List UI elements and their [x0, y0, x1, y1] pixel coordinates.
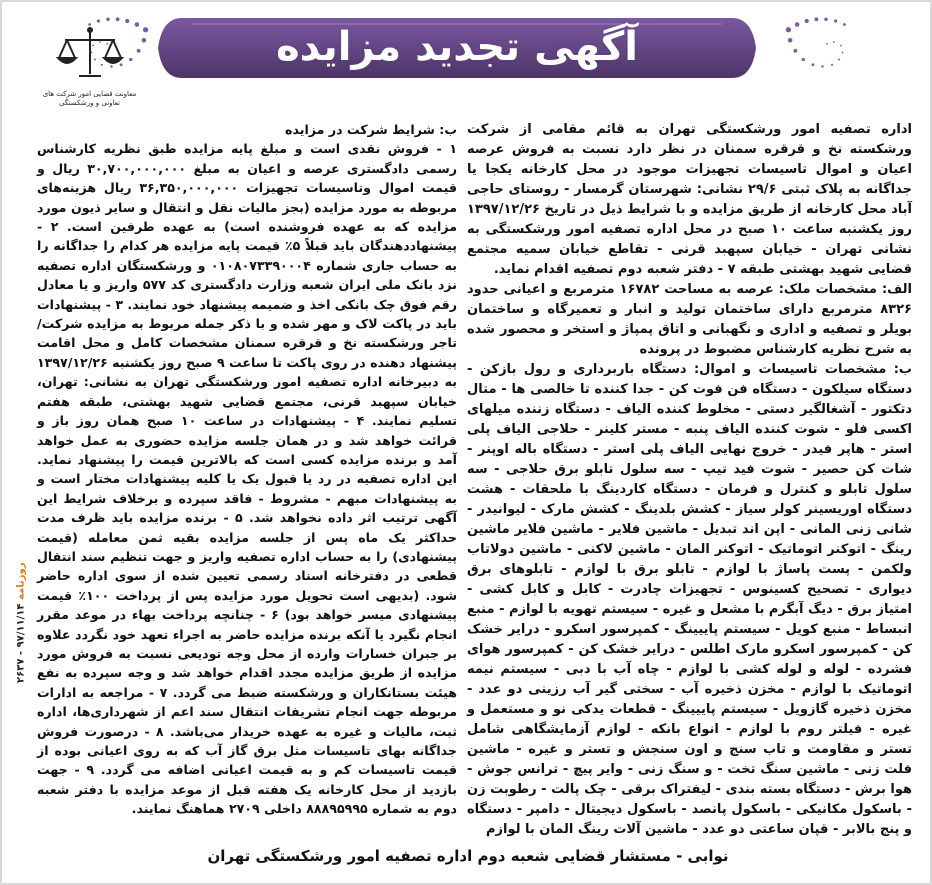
left-column: [37, 120, 457, 819]
title-banner: [152, 12, 762, 84]
newspaper-brand: روزنامه: [15, 562, 27, 600]
property-specs-paragraph: الف: مشخصات ملک: عرصه به مساحت ۱۶۷۸۲ مترمربع و اعیانی حدود ۸۳۲۶ مترمربع دارای ساختمان تولید و انبار و تعمیرگاه و ساختمان بویلر و تصفیه و اداری و نگهبانی و اتاق پمپاژ و استخر و محصور شده به شرح نظریه کارشناس مضبوط در پرونده: [467, 282, 912, 357]
publication-code: ۹۷/۱۱/۱۴ - ۲۶۳۷: [15, 603, 27, 683]
signature-line: نوابی - مستشار قضایی شعبه دوم اداره تصفیه امور ورشکستگی تهران: [207, 847, 729, 865]
intro-paragraph: اداره تصفیه امور ورشکستگی تهران به قائم مقامی از شرکت ورشکسته نخ و قرقره سمنان در نظر دارد نسبت به فروش عرصه اعیان و اموال تاسیسات تجهیزات موجود در محل کارخانه یکجا یا جداگانه به پلاک ثبتی ۲۹/۶ نشانی: شهرستان گرمسار - روستای حاجی آباد محل کارخانه از طریق مزایده و با شرایط ذیل در تاریخ ۱۳۹۷/۱۲/۲۶ روز یکشنبه ساعت ۱۰ صبح در محل اداره تصفیه امور ورشکستگی به نشانی تهران - خیابان سپهبد قرنی - تقاطع خیابان سمیه مجتمع قضایی شهید بهشتی طبقه ۷ - دفتر شعبه دوم تصفیه اقدام نماید.: [467, 122, 913, 277]
conditions-heading: ب: شرایط شرکت در مزایده: [285, 122, 457, 137]
side-stamp-text: [16, 563, 27, 853]
logo-caption: معاونت قضایی امور شرکت های تعاونی و ورشکستگی: [42, 90, 137, 107]
scales-of-justice-icon: [55, 24, 125, 84]
page-title: آگهی تجدید مزایده: [276, 24, 638, 70]
conditions-body: ۱ - فروش نقدی است و مبلغ پایه مزایده طبق نظریه کارشناس رسمی دادگستری عرصه و اعیان به مبلغ ۳۰,۷۰۰,۰۰۰,۰۰۰ ریال و قیمت اموال وتاسیسات تجهیزات ۳۶,۳۵۰,۰۰۰,۰۰۰ ریال هزینه‌های مربوطه به مورد مزایده (بجز مالیات نقل و انتقال و سایر ذیون مورد مزایده که به عهده فروشنده است) به عهده طرفین است. ۲ - پیشنهاددهندگان باید قبلاً ۵٪ قیمت پایه مزایده هر کدام را جداگانه را به حساب جاری شماره ۰۱۰۸۰۷۳۳۹۰۰۰۴ و ورشکستگان اداره تصفیه نزد بانک ملی ایران شعبه وزارت دادگستری کد ۵۷۷ واریز و یا معادل رقم فوق چک بانکی اخذ و ضمیمه پیشنهاد خود نمایند. ۳ - پیشنهادات باید در پاکت لاک و مهر شده و با ذکر جمله مربوط به مزایده شرکت/تاجر ورشکسته نخ و قرقره سمنان مشخصات کامل و محل اقامت پیشنهاد دهنده در روی پاکت تا ساعت ۹ صبح روز یکشنبه ۱۳۹۷/۱۲/۲۶ به دبیرخانه اداره تصفیه امور ورشکستگی تهران به نشانی: تهران، خیابان سپهبد قرنی، مجتمع قضایی شهید بهشتی، طبقه هفتم تسلیم نمایند. ۴ - پیشنهادات در ساعت ۱۰ صبح همان روز باز و قرائت خواهد شد و در همان جلسه مزایده حضوری به عمل خواهد آمد و برنده مزایده کسی است که بالاترین قیمت را پیشنهاد نماید. این اداره تصفیه در رد یا قبول یک یا کلیه پیشنهادات مختار است و به پیشنهادات مبهم - مشروط - فاقد سپرده و برخلاف شرایط این آگهی ترتیب اثر داده نخواهد شد. ۵ - برنده مزایده باید ظرف مدت حداکثر یک ماه پس از جلسه مزایده بقیه ثمن معامله (قیمت پیشنهادی) را به حساب اداره تصفیه واریز و جهت تنظیم سند انتقال قطعی در دفترخانه اسناد رسمی تعیین شده از سوی اداره حاضر شود. (بدیهی است تحویل مورد مزایده پس از پرداخت ۱۰۰٪ قیمت پیشنهادی میسر خواهد بود) ۶ - چنانچه پرداخت بهاء در موعد مقرر انجام نگیرد یا آنکه برنده مزایده حاضر به اجراء تعهد خود نگردد علاوه بر جبران خسارات وارده از محل وجه تودیعی نسبت به فروش مورد مزایده از طریق مزایده مجدد اقدام خواهد شد و وجه سپرده به نفع هیئت بستانکاران و ورشکسته ضبط می گردد. ۷ - مراجعه به ادارات مربوطه جهت انجام تشریفات انتقال سند اعم از شهرداری‌ها، اداره ثبت، مالیات و غیره به عهده خریدار می‌باشد. ۸ - درصورت فروش جداگانه بهای تاسیسات مثل برق گاز آب که به روی اعیانی بوده از قیمت تاسیسات کم و به قیمت اعیانی اضافه می گردد. ۹ - جهت بازدید از محل کارخانه یک هفته قبل از موعد مزایده با دفتر شعبه دوم به شماره ۸۸۸۹۵۹۹۵ داخلی ۲۷۰۹ هماهنگ نمایند.: [37, 141, 458, 817]
equipment-list-paragraph: ب: مشخصات تاسیسات و اموال: دستگاه باربرداری و رول بازکن - دستگاه سیلکون - دستگاه فن فوت کن - جدا کننده تا خالصی ها - متال دتکتور - آشغالگیر دستی - مخلوط کننده الیاف - دستگاه زننده میلهای اکسی فلو - شوت کننده الیاف پنبه - مستر کلینر - حلاجی الیاف پلی استر - هاپر فیدر - خروج نهایی الیاف پلی استر - دستگاه باله اوپنر - شات کن حصیر - شوت فید تیپ - سه سلول تابلو برق حلاجی - سه سلول تابلو و کنترل و فرمان - دستگاه کاردینگ با ملحقات - هشت دستگاه اوریسینر کولر سیاز - کشش بلدینگ - کشش مارک - لیوانیدر - شانی زنی المانی - اپن اند تبدیل - ماشین فلایر - ماشین فلایر ماشین رینگ - اتوکنر اتوماتیک - اتوکنر المان - ماشین لاکنی - ماشین دولاتاب ولکمن - پست پاساژ با لوازم - تابلو برق با لوازم - تابلوهای برق دیواری - تصحیح کسینوس - تجهیزات چادرت - کابل و کابل کشی - امتیاز برق - دیگ آبگرم با مشعل و غیره - سیستم تهویه با لوازم - منبع انبساط - منبع کویل - سیستم پاییینگ - کمپرسور اسکرو - درایر خشک کن - کمپرسور اسکرو مارک اطلس - درایر خشک کن - کمپرسور هوای فشرده - لوله و لوله کشی با لوازم - چاه آب با دبی - سیستم نیمه اتوماتیک با لوازم - مخزن ذخیره آب - سختی گیر آب رزینی دو عدد - مخزن ذخیره گازویل - سیستم پاییینگ - قطعات یدکی نو و مستعمل و غیره - فیلتر روم با لوازم - انواع بانکه - لوازم آزمایشگاهی شامل تستر و مقاومت و تاب سنج و اون سنجش و تستر و غیره - ماشین فلت زنی - ماشین سنگ تخت - و سنگ زنی - وایر پیچ - ترانس جوش - هوا برش - دستگاه بسته بندی - لیفتراک برقی - چک پالت - رطوبت زن - باسکول مکانیکی - باسکول پانصد - باسکول دیجیتال - دامپر - دستگاه و پنج بالابر - قپان ساعتی دو عدد - ماشین آلات رینگ المان با لوازم: [467, 362, 912, 837]
judiciary-logo: [42, 24, 137, 124]
side-stamp: [6, 562, 28, 862]
right-column: [467, 120, 912, 840]
right-ornament: [772, 14, 922, 84]
